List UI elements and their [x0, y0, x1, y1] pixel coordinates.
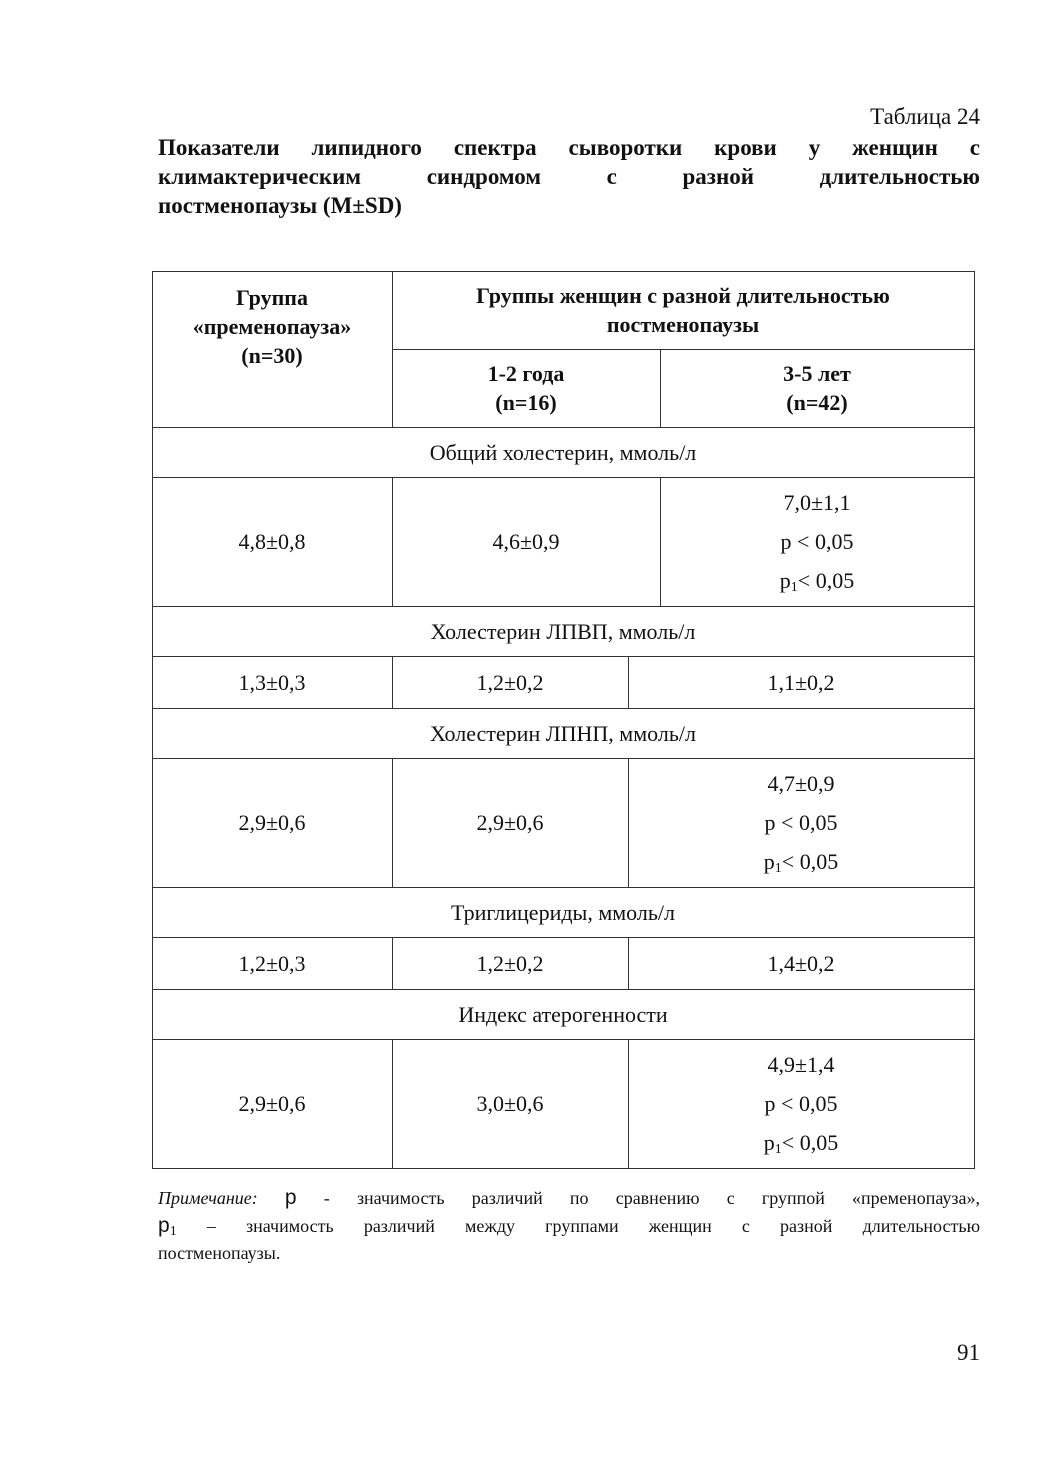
header-premenopause-line-2: «пременопауза» [192, 313, 352, 339]
header-1-2-years-line-1: 1-2 года [487, 361, 565, 386]
value-1-2-years: 4,6±0,9 [492, 529, 560, 554]
header-premenopause [152, 284, 392, 368]
header-3-5-years [660, 349, 974, 427]
page-number: 91 [957, 1340, 980, 1365]
table-rule [974, 271, 975, 1168]
value-1-2-years: 2,9±0,6 [476, 810, 544, 835]
header-1-2-years [392, 349, 660, 427]
header-3-5-years-line-1: 3-5 лет [783, 361, 851, 386]
note-label: Примечание: [158, 1188, 258, 1208]
value-3-5-years: 1,1±0,2 [767, 669, 835, 695]
value-mean-sd: 7,0±1,1 [783, 490, 851, 515]
section-label: Триглицериды, ммоль/л [451, 899, 675, 925]
title-line-2: климактерическим синдромом с разной длительностью [158, 164, 980, 189]
section-label: Холестерин ЛПНП, ммоль/л [430, 720, 696, 746]
header-postmenopause-line-2: постменопаузы [606, 312, 760, 337]
value-mean-sd: 4,9±1,4 [767, 1052, 835, 1077]
value-3-5-years [660, 477, 974, 606]
value-premenopause: 1,2±0,3 [238, 950, 306, 976]
p-value: p < 0,05 [764, 1091, 838, 1116]
value-1-2-years: 3,0±0,6 [476, 1091, 544, 1116]
note-line-3: постменопаузы. [158, 1243, 281, 1263]
value-3-5-years: 1,4±0,2 [767, 950, 835, 976]
value-premenopause: 1,3±0,3 [238, 669, 306, 695]
header-premenopause-line-1: Группа [236, 284, 308, 310]
value-1-2-years: 1,2±0,2 [476, 950, 544, 976]
value-3-5-years [628, 1039, 974, 1168]
p1-value: $p_1< 0,05$ [779, 568, 855, 595]
table-rule [152, 1168, 975, 1169]
p-value: p < 0,05 [780, 529, 854, 554]
table-caption-number: Таблица 24 [870, 104, 980, 129]
title-line-3: постменопаузы (M±SD) [158, 193, 402, 218]
value-premenopause: 4,8±0,8 [238, 529, 306, 554]
header-postmenopause-line-1: Группы женщин с разной длительностью [476, 283, 890, 308]
p-value: p < 0,05 [764, 810, 838, 835]
section-label: Индекс атерогенности [458, 1001, 668, 1027]
value-premenopause: 2,9±0,6 [238, 1091, 306, 1116]
p1-value: $p_1< 0,05$ [763, 849, 839, 876]
header-1-2-years-line-2: (n=16) [495, 390, 557, 415]
value-mean-sd: 4,7±0,9 [767, 771, 835, 796]
value-3-5-years [628, 758, 974, 887]
section-label: Холестерин ЛПВП, ммоль/л [430, 618, 696, 644]
header-3-5-years-line-2: (n=42) [786, 390, 848, 415]
note-line-2: $p_1$ – значимость различий между группами женщин с разной длительностью [158, 1214, 981, 1239]
header-postmenopause [392, 271, 974, 349]
value-premenopause: 2,9±0,6 [238, 810, 306, 835]
table-note [158, 1184, 980, 1267]
title-line-1: Показатели липидного спектра сыворотки крови у женщин с [158, 135, 980, 160]
p1-value: $p_1< 0,05$ [763, 1130, 839, 1157]
section-label: Общий холестерин, ммоль/л [429, 439, 697, 465]
header-premenopause-line-3: (n=30) [241, 342, 303, 368]
note-line-1: Примечание: p - значимость различий по сравнению с группой «пременопауза», [158, 1186, 980, 1209]
value-1-2-years: 1,2±0,2 [476, 669, 544, 695]
